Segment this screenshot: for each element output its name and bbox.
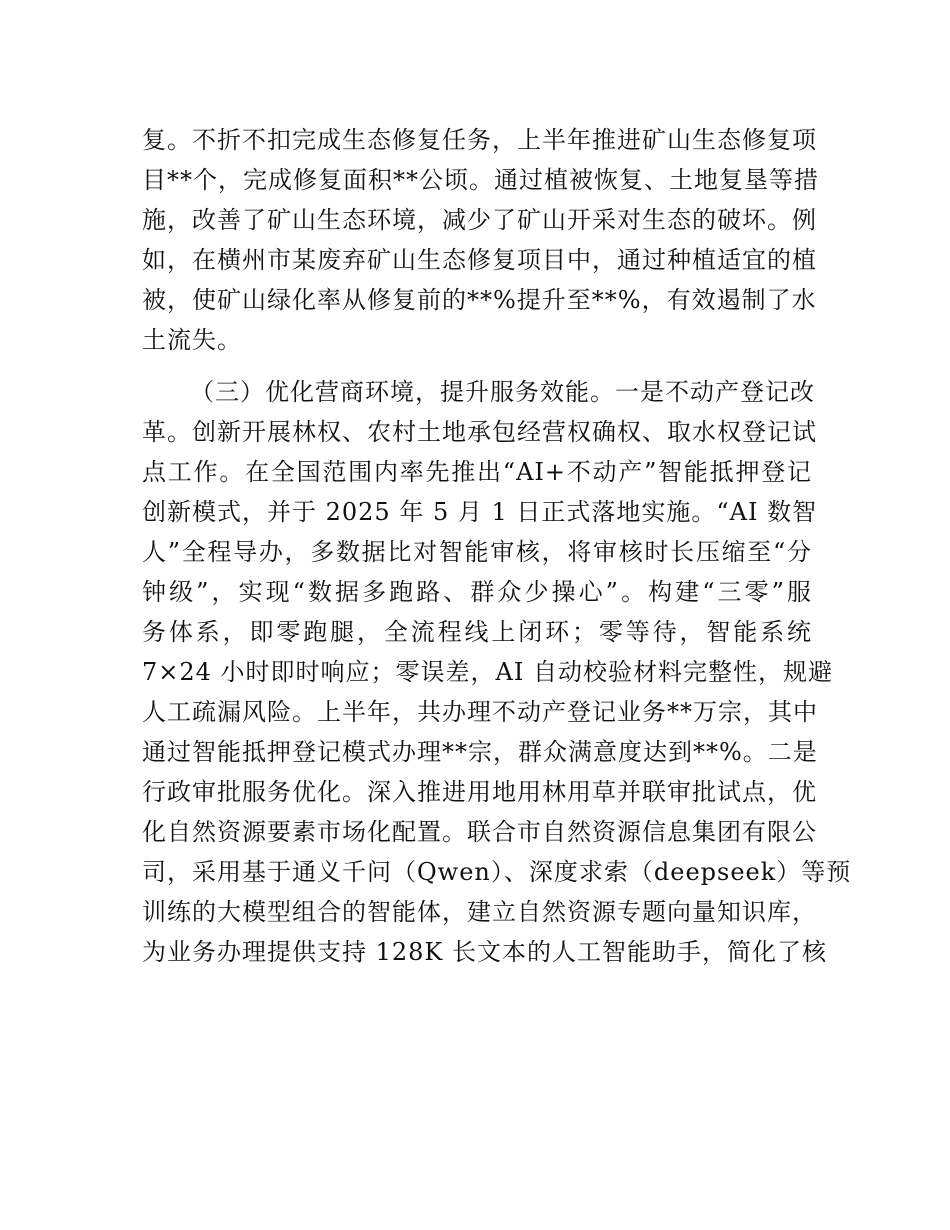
text-line: 7×24 小时即时响应；零误差，AI 自动校验材料完整性，规避 bbox=[142, 658, 833, 686]
text-line: 创新模式，并于 2025 年 5 月 1 日正式落地实施。“AI 数智 bbox=[142, 498, 818, 526]
text-line: 点工作。在全国范围内率先推出“AI+不动产”智能抵押登记 bbox=[142, 458, 812, 486]
text-line: 化自然资源要素市场化配置。联合市自然资源信息集团有限公 bbox=[142, 818, 817, 846]
document-body bbox=[142, 120, 852, 972]
text-line: 训练的大模型组合的智能体，建立自然资源专题向量知识库， bbox=[142, 898, 817, 926]
text-line: 土流失。 bbox=[142, 326, 242, 354]
text-line: 如，在横州市某废弃矿山生态修复项目中，通过种植适宜的植 bbox=[142, 246, 817, 274]
text-line: 人”全程导办，多数据比对智能审核，将审核时长压缩至“分 bbox=[142, 538, 812, 566]
paragraph-ecological-restoration bbox=[142, 120, 819, 360]
text-line: 目**个，完成修复面积**公顷。通过植被恢复、土地复垦等措 bbox=[142, 166, 819, 194]
text-line: 人工疏漏风险。上半年，共办理不动产登记业务**万宗，其中 bbox=[142, 698, 818, 726]
text-line: 钟级”，实现“数据多跑路、群众少操心”。构建“三零”服 bbox=[142, 578, 812, 606]
text-line: 施，改善了矿山生态环境，减少了矿山开采对生态的破坏。例 bbox=[142, 206, 817, 234]
text-line: 行政审批服务优化。深入推进用地用林用草并联审批试点，优 bbox=[142, 778, 817, 806]
paragraph-gap bbox=[142, 360, 812, 372]
text-line: 为业务办理提供支持 128K 长文本的人工智能助手，简化了核 bbox=[142, 938, 827, 966]
text-line: 被，使矿山绿化率从修复前的**%提升至**%，有效遏制了水 bbox=[142, 286, 817, 314]
text-line: 司，采用基于通义千问（Qwen）、深度求索（deepseek）等预 bbox=[142, 858, 852, 886]
text-line: 革。创新开展林权、农村土地承包经营权确权、取水权登记试 bbox=[142, 418, 817, 446]
text-line: 通过智能抵押登记模式办理**宗，群众满意度达到**%。二是 bbox=[142, 738, 818, 766]
text-line: 务体系，即零跑腿，全流程线上闭环；零等待，智能系统 bbox=[142, 618, 812, 646]
paragraph-business-environment bbox=[142, 372, 852, 972]
text-line: 复。不折不扣完成生态修复任务，上半年推进矿山生态修复项 bbox=[142, 126, 817, 154]
text-line: （三）优化营商环境，提升服务效能。一是不动产登记改 bbox=[190, 378, 815, 406]
